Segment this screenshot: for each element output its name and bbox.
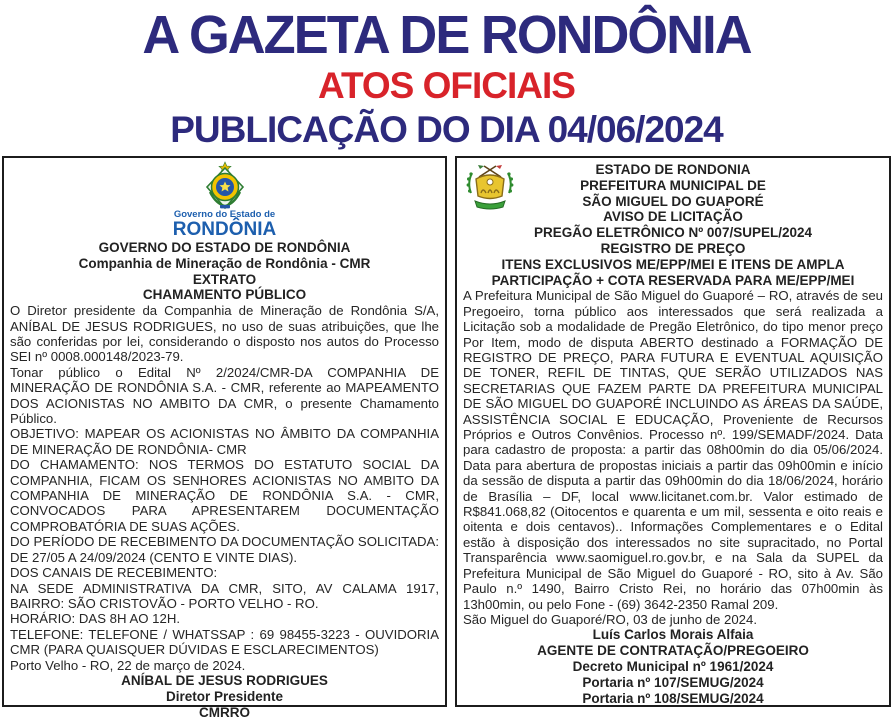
masthead (0, 0, 893, 151)
left-paragraph: Tonar público o Edital Nº 2/2024/CMR-DA COMPANHIA DE MINERAÇÃO DE RONDÔNIA S.A. - CMR, referente ao MAPEAMENTO DOS ACIONISTAS NO AMBITO DA CMR, o presente Chamamento Público. (10, 364, 439, 427)
right-body-paragraph: A Prefeitura Municipal de São Miguel do Guaporé – RO, através de seu Pregoeiro, torna público aos interessados que será realizada a Licitação sob a modalidade de Pregão Eletrônico, do tipo menor preço Por Item, modo de disputa ABERTO destinado a FORMAÇÃO DE REGISTRO DE PREÇO, PARA FUTURA E EVENTUAL AQUISIÇÃO DE TONER, REFIL DE TINTAS, QUE SERÃO UTILIZADOS NAS SECRETARIAS QUE FAZEM PARTE DA PREFEITURA MUNICIPAL DE SÃO MIGUEL DO GUAPORÉ INCLUINDO AS ÁREAS DA SAÚDE, ASSISTÊNCIA SOCIAL E EDUCAÇÃO, Proveniente de Recursos Próprios e Outros Convênios. Processo nº. 199/SEMADF/2024. Data para cadastro de proposta: a partir das 08h00min do dia 05/06/2024. Data para abertura de propostas iniciais a partir das 09h00min e início da sessão de disputa a partir das 09h00min do dia 18/06/2024, horário de Brasília – DF, local www.licitanet.com.br. Valor estimado de R$841.068,82 (Oitocentos e quarenta e um mil, sessenta e oito reais e oitenta e dois centavos).. Informações Complementares e o Edital estão à disposição dos interessados no site supracitado, no Portal Transparência www.saomiguel.ro.gov.br, e na Sala da SUPEL da Prefeitura Municipal de São Miguel do Guaporé - RO, sito à Av. São Paulo n.º 1490, Bairro Cristo Rei, no horário das 07h00min às 13h00min, ou pelo Fone - (69) 3642-2350 Ramal 209. (463, 288, 883, 612)
left-paragraph: O Diretor presidente da Companhia de Mineração de Rondônia S/A, ANÍBAL DE JESUS RODRIGUES, no uso de suas atribuições, que lhe são conferidas por lei, considerando o disposto nos autos do Processo SEI nº 0008.000148/2023-79. (10, 303, 439, 365)
left-paragraph: TELEFONE: TELEFONE / WHATSSAP : 69 98455-3223 - OUVIDORIA CMR (PARA QUAISQUER DÚVIDAS E ESCLARECIMENTOS) (10, 626, 439, 658)
left-paragraph: OBJETIVO: MAPEAR OS ACIONISTAS NO ÂMBITO DA COMPANHIA DE MINERAÇÃO DE RONDÔNIA- CMR (10, 426, 439, 457)
left-paragraph: DO PERÍODO DE RECEBIMENTO DA DOCUMENTAÇÃO SOLICITADA: DE 27/05 A 24/09/2024 (CENTO E VINTE DIAS). (10, 534, 439, 565)
right-header-line-5: PREGÃO ELETRÔNICO Nº 007/SUPEL/2024 (533, 225, 812, 241)
left-header-line-3: EXTRATO (192, 271, 257, 287)
notice-sao-miguel-aviso-licitacao (455, 156, 891, 707)
right-header-line-2: PREFEITURA MUNICIPAL DE (580, 177, 766, 193)
left-signature-org: CMRRO (199, 704, 250, 720)
left-header-line-1: GOVERNO DO ESTADO DE RONDÔNIA (98, 240, 351, 255)
left-paragraph: DO CHAMAMENTO: NOS TERMOS DO ESTATUTO SOCIAL DA COMPANHIA, FICAM OS SENHORES ACIONISTAS NO AMBITO DA COMPANHIA DE MINERAÇÃO DE RONDÔNIA S.A. - CMR, CONVOCADOS PARA APRESENTAREM DOCUMENTAÇÃO COMPROBATÓRIA DE SUAS AÇÕES. (10, 457, 439, 534)
masthead-publication-date: PUBLICAÇÃO DO DIA 04/06/2024 (170, 109, 723, 150)
masthead-section-label: ATOS OFICIAIS (318, 65, 575, 106)
left-paragraph: NA SEDE ADMINISTRATIVA DA CMR, SITO, AV CALAMA 1917, BAIRRO: SÃO CRISTOVÃO - PORTO VELHO - RO. (10, 580, 439, 611)
right-signature-portaria-108: Portaria nº 108/SEMUG/2024 (582, 690, 764, 706)
right-header-line-6: REGISTRO DE PREÇO (600, 240, 746, 256)
state-logo-caption-small: Governo do Estado de (173, 209, 276, 220)
right-header-line-8: PARTICIPAÇÃO + COTA RESERVADA PARA ME/EPP/MEI (491, 272, 855, 288)
right-signature-decree: Decreto Municipal nº 1961/2024 (572, 658, 774, 674)
left-paragraph: HORÁRIO: DAS 8H AO 12H. (10, 611, 181, 627)
right-signature-portaria-107: Portaria nº 107/SEMUG/2024 (582, 674, 764, 690)
rondonia-government-logo (10, 162, 439, 239)
right-signature-name: Luís Carlos Morais Alfaia (592, 627, 754, 643)
articles-row (0, 156, 893, 720)
right-signature-title: AGENTE DE CONTRATAÇÃO/PREGOEIRO (537, 643, 809, 659)
left-signature-name: ANÍBAL DE JESUS RODRIGUES (121, 672, 328, 688)
left-dateline: Porto Velho - RO, 22 de março de 2024. (10, 657, 246, 673)
left-header-line-2: Companhia de Mineração de Rondônia - CMR (78, 255, 371, 271)
right-header-line-7: ITENS EXCLUSIVOS ME/EPP/MEI E ITENS DE AMPLA (501, 256, 845, 272)
left-signature-title: Diretor Presidente (165, 688, 284, 704)
notice-cmr-chamamento-publico (2, 156, 447, 720)
state-logo-caption-large: RONDÔNIA (172, 219, 277, 240)
rondonia-state-crest-icon (202, 162, 248, 210)
right-dateline: São Miguel do Guaporé/RO, 03 de junho de 2024. (463, 611, 757, 627)
left-header-line-4: CHAMAMENTO PÚBLICO (142, 287, 307, 303)
right-header-line-4: AVISO DE LICITAÇÃO (603, 209, 743, 225)
right-header-line-3: SÃO MIGUEL DO GUAPORÉ (582, 193, 764, 209)
sao-miguel-do-guapore-crest-icon (465, 163, 515, 211)
left-paragraph: DOS CANAIS DE RECEBIMENTO: (10, 565, 218, 581)
right-header-line-1: ESTADO DE RONDONIA (595, 162, 751, 177)
newspaper-title: A GAZETA DE RONDÔNIA (142, 5, 751, 65)
